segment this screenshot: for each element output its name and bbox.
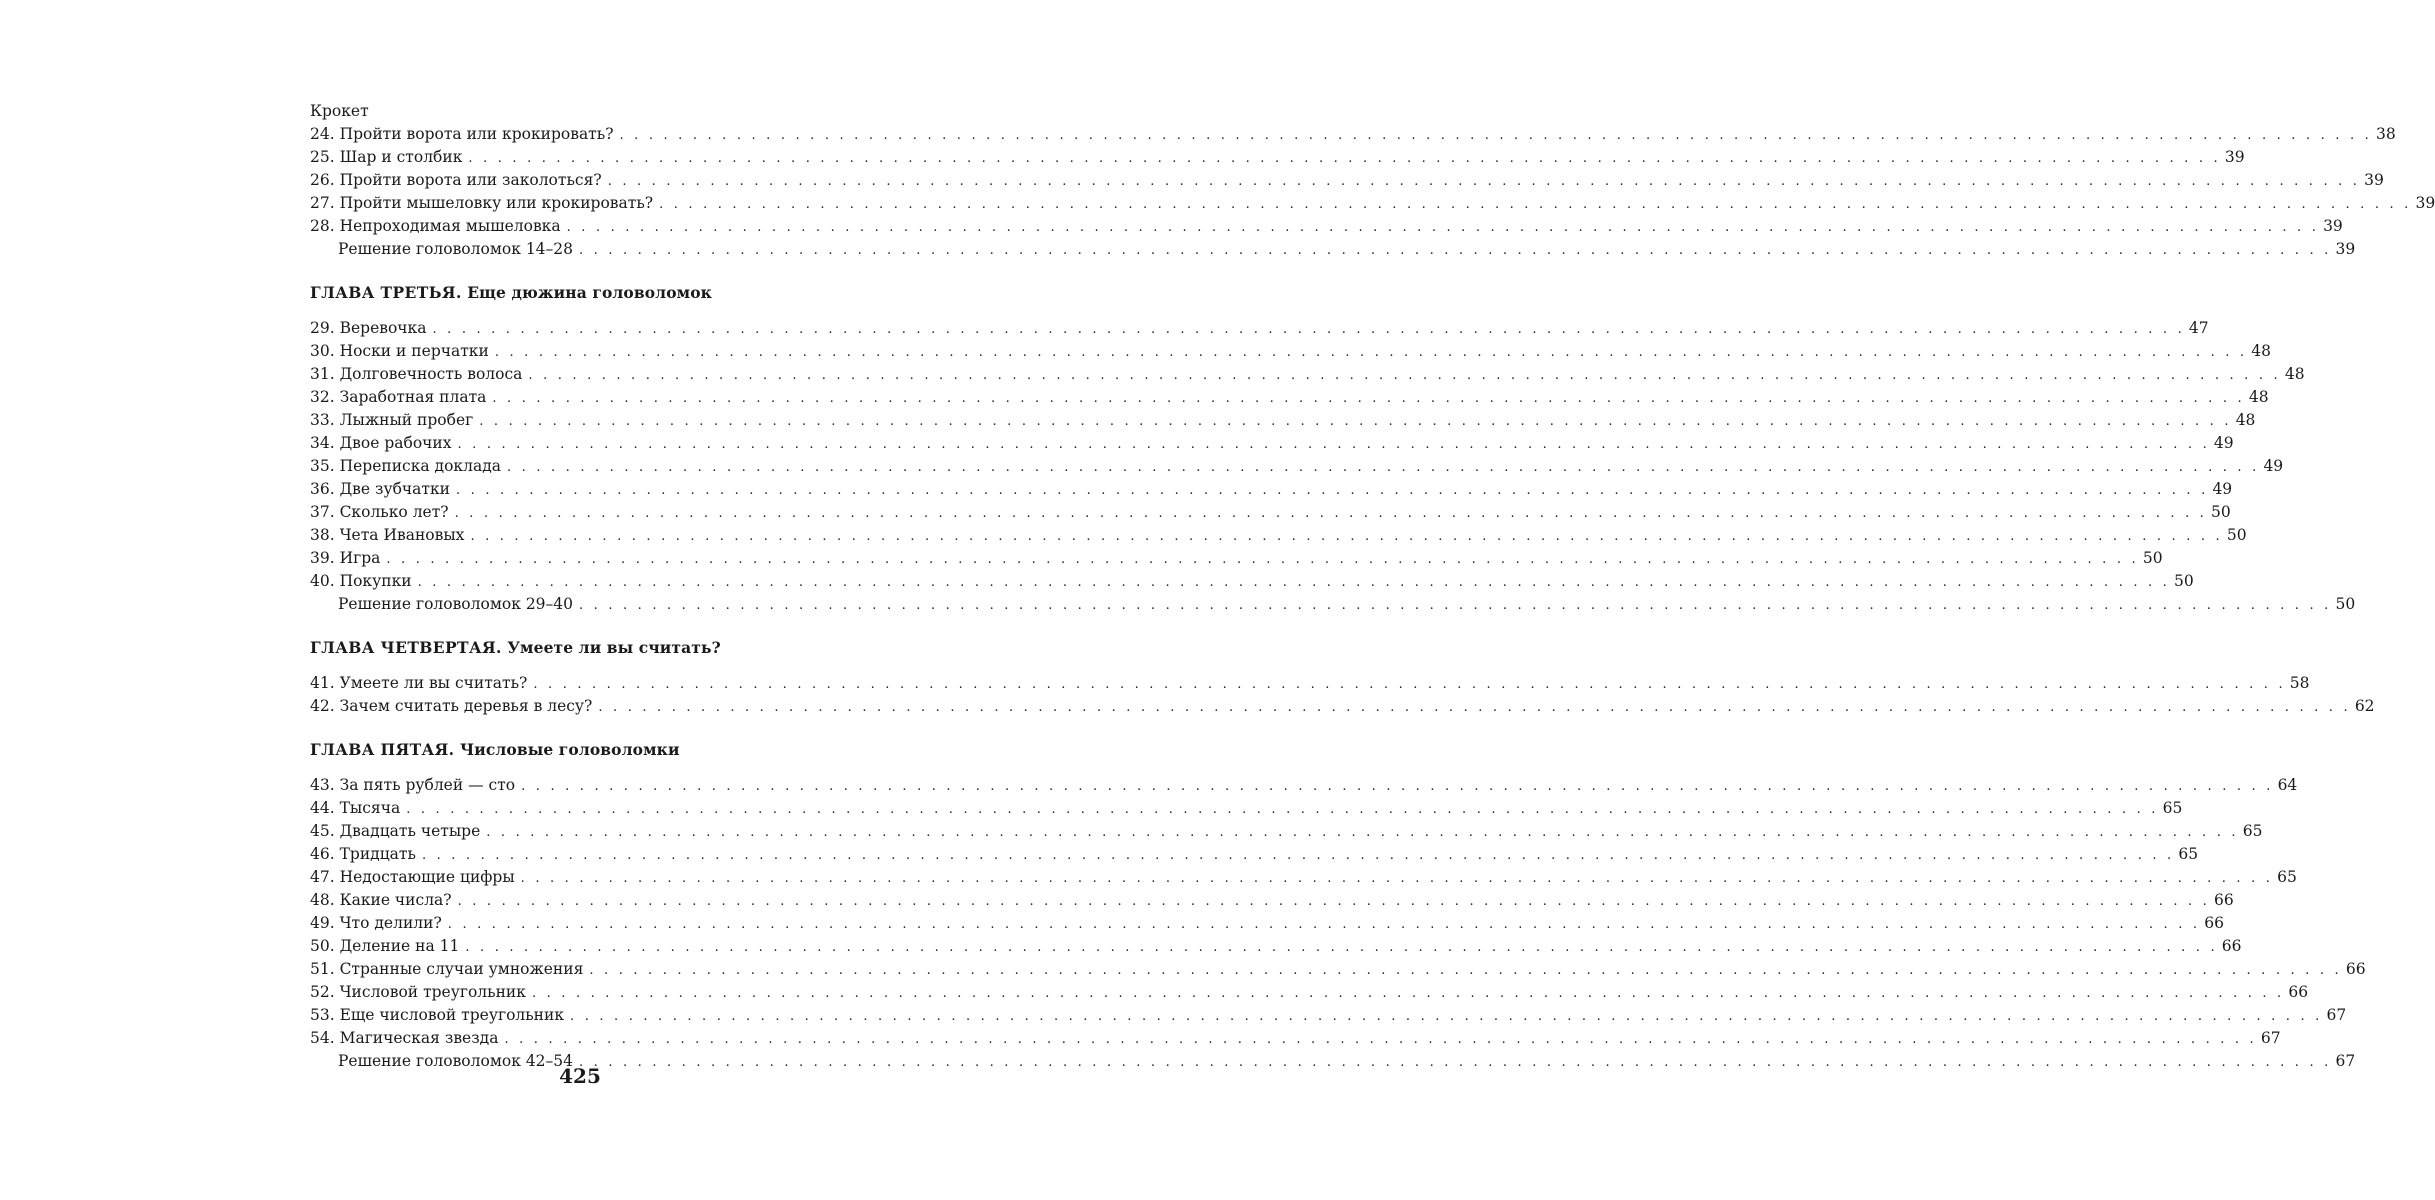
toc-entry-page: 58 (2289, 674, 2310, 692)
toc-entry-title: Решение головоломок 42–54 (338, 1052, 574, 1070)
toc-entry-page: 66 (2221, 937, 2242, 955)
toc-entry-page: 50 (2211, 503, 2231, 521)
chapters (310, 281, 2375, 1073)
toc-entry (310, 123, 2396, 146)
chapter-heading (310, 636, 854, 660)
toc-entry (310, 146, 2245, 169)
dot-leader: . . . . . . . . . . . . . . . . . . . . . . . . . . . . . . . . . . . . . . . . . . . . . . . . . . . . . . . . . . . . . . . . . . . . . . . . . . . . . . . . . . . . . . . . . . . . . . . . . . . . . . . . . . . . . . . . . . . . . . . . (579, 243, 2332, 258)
toc-entry (310, 889, 2234, 912)
toc-entry (310, 432, 2234, 455)
dot-leader: . . . . . . . . . . . . . . . . . . . . . . . . . . . . . . . . . . . . . . . . . . . . . . . . . . . . . . . . . . . . . . . . . . . . . . . . . . . . . . . . . . . . . . . . . . . . . . . . . . . . . . . . . . . . . . . . . . . . . . . . (570, 1009, 2323, 1024)
toc-entry-title: 33. Лыжный пробег (310, 411, 474, 429)
dot-leader: . . . . . . . . . . . . . . . . . . . . . . . . . . . . . . . . . . . . . . . . . . . . . . . . . . . . . . . . . . . . . . . . . . . . . . . . . . . . . . . . . . . . . . . . . . . . . . . . . . . . . . . . . . . . . . . . . . . . . . . . (492, 391, 2245, 406)
toc-entry (310, 478, 2233, 501)
dot-leader: . . . . . . . . . . . . . . . . . . . . . . . . . . . . . . . . . . . . . . . . . . . . . . . . . . . . . . . . . . . . . . . . . . . . . . . . . . . . . . . . . . . . . . . . . . . . . . . . . . . . . . . . . . . . . . . . . . . . . . . . (619, 128, 2372, 143)
toc-entry (310, 1027, 2281, 1050)
toc-entry (310, 981, 2309, 1004)
toc-entry-page: 48 (2235, 411, 2256, 429)
toc-entry (310, 340, 2271, 363)
entry-list-croquet (310, 123, 2435, 261)
toc-entry (310, 866, 2297, 889)
toc-entry-page: 66 (2204, 914, 2224, 932)
toc-entry-page: 50 (2335, 595, 2356, 613)
toc-entry (310, 820, 2263, 843)
toc-entry-page: 67 (2335, 1052, 2356, 1070)
toc-entry-title: 38. Чета Ивановых (310, 526, 465, 544)
toc-entry-title: 26. Пройти ворота или заколоться? (310, 171, 602, 189)
toc-entry-title: Решение головоломок 29–40 (338, 595, 574, 613)
dot-leader: . . . . . . . . . . . . . . . . . . . . . . . . . . . . . . . . . . . . . . . . . . . . . . . . . . . . . . . . . . . . . . . . . . . . . . . . . . . . . . . . . . . . . . . . . . . . . . . . . . . . . . . . . . . . . . . . . . . . . . . . (520, 871, 2274, 886)
toc-entry-title: 43. За пять рублей — сто (310, 776, 516, 794)
toc-entry (310, 386, 2269, 409)
chapter-number: ГЛАВА ТРЕТЬЯ. (310, 283, 462, 302)
dot-leader: . . . . . . . . . . . . . . . . . . . . . . . . . . . . . . . . . . . . . . . . . . . . . . . . . . . . . . . . . . . . . . . . . . . . . . . . . . . . . . . . . . . . . . . . . . . . . . . . . . . . . . . . . . . . . . . . . . . . . . . . (528, 368, 2281, 383)
dot-leader: . . . . . . . . . . . . . . . . . . . . . . . . . . . . . . . . . . . . . . . . . . . . . . . . . . . . . . . . . . . . . . . . . . . . . . . . . . . . . . . . . . . . . . . . . . . . . . . . . . . . . . . . . . . . . . . . . . . . . . . . (607, 174, 2361, 189)
toc-solutions-entry (310, 238, 2356, 261)
dot-leader: . . . . . . . . . . . . . . . . . . . . . . . . . . . . . . . . . . . . . . . . . . . . . . . . . . . . . . . . . . . . . . . . . . . . . . . . . . . . . . . . . . . . . . . . . . . . . . . . . . . . . . . . . . . . . . . . . . . . . . . . (504, 1032, 2257, 1047)
toc-entry-page: 39 (2323, 217, 2343, 235)
section-heading-croquet: Крокет (310, 102, 369, 120)
toc-entry-page: 50 (2142, 549, 2163, 567)
toc-entry-page: 50 (2174, 572, 2194, 590)
toc-entry-title: 35. Переписка доклада (310, 457, 501, 475)
toc-entry-page: 49 (2212, 480, 2233, 498)
toc-entry-page: 39 (2224, 148, 2245, 166)
toc-entry-title: 32. Заработная плата (310, 388, 487, 406)
toc-entry-page: 66 (2288, 983, 2309, 1001)
toc-entry-page: 64 (2277, 776, 2298, 794)
toc-entry-page: 62 (2354, 697, 2375, 715)
toc-entry (310, 501, 2231, 524)
chapter-entry-list (310, 672, 2375, 718)
dot-leader: . . . . . . . . . . . . . . . . . . . . . . . . . . . . . . . . . . . . . . . . . . . . . . . . . . . . . . . . . . . . . . . . . . . . . . . . . . . . . . . . . . . . . . . . . . . . . . . . . . . . . . . . . . . . . . . . . . . . . . . . (386, 552, 2139, 567)
toc-entry (310, 1004, 2347, 1027)
dot-leader: . . . . . . . . . . . . . . . . . . . . . . . . . . . . . . . . . . . . . . . . . . . . . . . . . . . . . . . . . . . . . . . . . . . . . . . . . . . . . . . . . . . . . . . . . . . . . . . . . . . . . . . . . . . . . . . . . . . . . . . . (659, 197, 2412, 212)
toc-entry-title: 24. Пройти ворота или крокировать? (310, 125, 614, 143)
toc-entry-page: 65 (2277, 868, 2297, 886)
dot-leader: . . . . . . . . . . . . . . . . . . . . . . . . . . . . . . . . . . . . . . . . . . . . . . . . . . . . . . . . . . . . . . . . . . . . . . . . . . . . . . . . . . . . . . . . . . . . . . . . . . . . . . . . . . . . . . . . . . . . . . . . (454, 506, 2208, 521)
toc-entry-title: 29. Веревочка (310, 319, 427, 337)
dot-leader: . . . . . . . . . . . . . . . . . . . . . . . . . . . . . . . . . . . . . . . . . . . . . . . . . . . . . . . . . . . . . . . . . . . . . . . . . . . . . . . . . . . . . . . . . . . . . . . . . . . . . . . . . . . . . . . . . . . . . . . . (579, 598, 2332, 613)
dot-leader: . . . . . . . . . . . . . . . . . . . . . . . . . . . . . . . . . . . . . . . . . . . . . . . . . . . . . . . . . . . . . . . . . . . . . . . . . . . . . . . . . . . . . . . . . . . . . . . . . . . . . . . . . . . . . . . . . . . . . . . . (406, 802, 2159, 817)
toc-entry-title: 53. Еще числовой треугольник (310, 1006, 565, 1024)
dot-leader: . . . . . . . . . . . . . . . . . . . . . . . . . . . . . . . . . . . . . . . . . . . . . . . . . . . . . . . . . . . . . . . . . . . . . . . . . . . . . . . . . . . . . . . . . . . . . . . . . . . . . . . . . . . . . . . . . . . . . . . . (507, 460, 2260, 475)
chapter-heading (310, 738, 854, 762)
toc-entry-title: 44. Тысяча (310, 799, 401, 817)
toc-entry-page: 47 (2188, 319, 2209, 337)
dot-leader: . . . . . . . . . . . . . . . . . . . . . . . . . . . . . . . . . . . . . . . . . . . . . . . . . . . . . . . . . . . . . . . . . . . . . . . . . . . . . . . . . . . . . . . . . . . . . . . . . . . . . . . . . . . . . . . . . . . . . . . . (598, 700, 2351, 715)
toc-entry-page: 65 (2178, 845, 2199, 863)
chapter-title: Умеете ли вы считать? (507, 638, 721, 657)
toc-entry (310, 363, 2305, 386)
dot-leader: . . . . . . . . . . . . . . . . . . . . . . . . . . . . . . . . . . . . . . . . . . . . . . . . . . . . . . . . . . . . . . . . . . . . . . . . . . . . . . . . . . . . . . . . . . . . . . . . . . . . . . . . . . . . . . . . . . . . . . . . (456, 483, 2209, 498)
toc-entry-page: 49 (2213, 434, 2234, 452)
toc-entry-title: 30. Носки и перчатки (310, 342, 489, 360)
toc-entry-title: 34. Двое рабочих (310, 434, 452, 452)
toc-entry-title: 51. Странные случаи умножения (310, 960, 584, 978)
dot-leader: . . . . . . . . . . . . . . . . . . . . . . . . . . . . . . . . . . . . . . . . . . . . . . . . . . . . . . . . . . . . . . . . . . . . . . . . . . . . . . . . . . . . . . . . . . . . . . . . . . . . . . . . . . . . . . . . . . . . . . . . (421, 848, 2175, 863)
toc-entry (310, 547, 2163, 570)
toc-entry (310, 912, 2224, 935)
toc-entry-title: 42. Зачем считать деревья в лесу? (310, 697, 593, 715)
chapter-number: ГЛАВА ПЯТАЯ. (310, 740, 455, 759)
toc-entry-page: 65 (2162, 799, 2183, 817)
dot-leader: . . . . . . . . . . . . . . . . . . . . . . . . . . . . . . . . . . . . . . . . . . . . . . . . . . . . . . . . . . . . . . . . . . . . . . . . . . . . . . . . . . . . . . . . . . . . . . . . . . . . . . . . . . . . . . . . . . . . . . . . (589, 963, 2342, 978)
toc-solutions-entry (310, 593, 2356, 616)
dot-leader: . . . . . . . . . . . . . . . . . . . . . . . . . . . . . . . . . . . . . . . . . . . . . . . . . . . . . . . . . . . . . . . . . . . . . . . . . . . . . . . . . . . . . . . . . . . . . . . . . . . . . . . . . . . . . . . . . . . . . . . . (533, 677, 2286, 692)
toc-entry (310, 455, 2284, 478)
chapter-entry-list (310, 317, 2356, 616)
toc-entry (310, 570, 2194, 593)
toc-entry-page: 39 (2335, 240, 2356, 258)
toc-entry-title: 46. Тридцать (310, 845, 416, 863)
dot-leader: . . . . . . . . . . . . . . . . . . . . . . . . . . . . . . . . . . . . . . . . . . . . . . . . . . . . . . . . . . . . . . . . . . . . . . . . . . . . . . . . . . . . . . . . . . . . . . . . . . . . . . . . . . . . . . . . . . . . . . . . (531, 986, 2285, 1001)
toc-entry-page: 48 (2284, 365, 2305, 383)
toc-entry (310, 958, 2366, 981)
toc-entry-page: 48 (2248, 388, 2269, 406)
toc-entry-page: 49 (2263, 457, 2284, 475)
dot-leader: . . . . . . . . . . . . . . . . . . . . . . . . . . . . . . . . . . . . . . . . . . . . . . . . . . . . . . . . . . . . . . . . . . . . . . . . . . . . . . . . . . . . . . . . . . . . . . . . . . . . . . . . . . . . . . . . . . . . . . . . (486, 825, 2239, 840)
page-number: 425 (559, 1064, 601, 1088)
dot-leader: . . . . . . . . . . . . . . . . . . . . . . . . . . . . . . . . . . . . . . . . . . . . . . . . . . . . . . . . . . . . . . . . . . . . . . . . . . . . . . . . . . . . . . . . . . . . . . . . . . . . . . . . . . . . . . . . . . . . . . . . (566, 220, 2320, 235)
toc-entry-title: 39. Игра (310, 549, 381, 567)
chapter-heading (310, 281, 854, 305)
dot-leader: . . . . . . . . . . . . . . . . . . . . . . . . . . . . . . . . . . . . . . . . . . . . . . . . . . . . . . . . . . . . . . . . . . . . . . . . . . . . . . . . . . . . . . . . . . . . . . . . . . . . . . . . . . . . . . . . . . . . . . . . (417, 575, 2171, 590)
chapter-title: Еще дюжина головоломок (467, 283, 712, 302)
toc-entry (310, 774, 2298, 797)
toc-entry-title: 45. Двадцать четыре (310, 822, 481, 840)
toc-entry-title: 49. Что делили? (310, 914, 442, 932)
toc-entry-title: 40. Покупки (310, 572, 412, 590)
toc-entry-title: 25. Шар и столбик (310, 148, 463, 166)
toc-entry (310, 935, 2242, 958)
dot-leader: . . . . . . . . . . . . . . . . . . . . . . . . . . . . . . . . . . . . . . . . . . . . . . . . . . . . . . . . . . . . . . . . . . . . . . . . . . . . . . . . . . . . . . . . . . . . . . . . . . . . . . . . . . . . . . . . . . . . . . . . (470, 529, 2223, 544)
table-of-contents (310, 100, 2435, 1088)
dot-leader: . . . . . . . . . . . . . . . . . . . . . . . . . . . . . . . . . . . . . . . . . . . . . . . . . . . . . . . . . . . . . . . . . . . . . . . . . . . . . . . . . . . . . . . . . . . . . . . . . . . . . . . . . . . . . . . . . . . . . . . . (521, 779, 2274, 794)
toc-entry-title: 47. Недостающие цифры (310, 868, 515, 886)
toc-entry-title: 27. Пройти мышеловку или крокировать? (310, 194, 654, 212)
dot-leader: . . . . . . . . . . . . . . . . . . . . . . . . . . . . . . . . . . . . . . . . . . . . . . . . . . . . . . . . . . . . . . . . . . . . . . . . . . . . . . . . . . . . . . . . . . . . . . . . . . . . . . . . . . . . . . . . . . . . . . . . (465, 940, 2218, 955)
toc-entry-title: 41. Умеете ли вы считать? (310, 674, 528, 692)
toc-entry-page: 67 (2326, 1006, 2347, 1024)
toc-entry (310, 317, 2209, 340)
toc-entry (310, 409, 2256, 432)
toc-entry-page: 65 (2242, 822, 2263, 840)
toc-entry-page: 50 (2226, 526, 2247, 544)
toc-entry-title: 28. Непроходимая мышеловка (310, 217, 561, 235)
toc-entry (310, 215, 2343, 238)
toc-entry-page: 67 (2260, 1029, 2281, 1047)
toc-entry (310, 672, 2310, 695)
toc-entry-page: 39 (2364, 171, 2384, 189)
toc-entry-title: 52. Числовой треугольник (310, 983, 526, 1001)
toc-entry-page: 66 (2214, 891, 2234, 909)
chapter-number: ГЛАВА ЧЕТВЕРТАЯ. (310, 638, 502, 657)
toc-entry-page: 66 (2345, 960, 2366, 978)
toc-entry (310, 169, 2384, 192)
toc-entry-page: 38 (2375, 125, 2396, 143)
dot-leader: . . . . . . . . . . . . . . . . . . . . . . . . . . . . . . . . . . . . . . . . . . . . . . . . . . . . . . . . . . . . . . . . . . . . . . . . . . . . . . . . . . . . . . . . . . . . . . . . . . . . . . . . . . . . . . . . . . . . . . . . (579, 1055, 2332, 1070)
toc-entry (310, 797, 2183, 820)
toc-entry (310, 192, 2435, 215)
toc-entry (310, 843, 2199, 866)
dot-leader: . . . . . . . . . . . . . . . . . . . . . . . . . . . . . . . . . . . . . . . . . . . . . . . . . . . . . . . . . . . . . . . . . . . . . . . . . . . . . . . . . . . . . . . . . . . . . . . . . . . . . . . . . . . . . . . . . . . . . . . . (447, 917, 2201, 932)
dot-leader: . . . . . . . . . . . . . . . . . . . . . . . . . . . . . . . . . . . . . . . . . . . . . . . . . . . . . . . . . . . . . . . . . . . . . . . . . . . . . . . . . . . . . . . . . . . . . . . . . . . . . . . . . . . . . . . . . . . . . . . . (494, 345, 2248, 360)
toc-entry-title: Решение головоломок 14–28 (338, 240, 574, 258)
toc-entry-title: 31. Долговечность волоса (310, 365, 523, 383)
dot-leader: . . . . . . . . . . . . . . . . . . . . . . . . . . . . . . . . . . . . . . . . . . . . . . . . . . . . . . . . . . . . . . . . . . . . . . . . . . . . . . . . . . . . . . . . . . . . . . . . . . . . . . . . . . . . . . . . . . . . . . . . (457, 894, 2211, 909)
toc-entry-title: 36. Две зубчатки (310, 480, 450, 498)
toc-entry-title: 50. Деление на 11 (310, 937, 460, 955)
chapter-title: Числовые головоломки (459, 740, 680, 759)
dot-leader: . . . . . . . . . . . . . . . . . . . . . . . . . . . . . . . . . . . . . . . . . . . . . . . . . . . . . . . . . . . . . . . . . . . . . . . . . . . . . . . . . . . . . . . . . . . . . . . . . . . . . . . . . . . . . . . . . . . . . . . . (479, 414, 2232, 429)
toc-entry-page: 39 (2415, 194, 2435, 212)
chapter-entry-list (310, 774, 2366, 1073)
toc-entry-title: 48. Какие числа? (310, 891, 452, 909)
dot-leader: . . . . . . . . . . . . . . . . . . . . . . . . . . . . . . . . . . . . . . . . . . . . . . . . . . . . . . . . . . . . . . . . . . . . . . . . . . . . . . . . . . . . . . . . . . . . . . . . . . . . . . . . . . . . . . . . . . . . . . . . (457, 437, 2210, 452)
toc-entry (310, 524, 2247, 547)
toc-entry-title: 54. Магическая звезда (310, 1029, 499, 1047)
dot-leader: . . . . . . . . . . . . . . . . . . . . . . . . . . . . . . . . . . . . . . . . . . . . . . . . . . . . . . . . . . . . . . . . . . . . . . . . . . . . . . . . . . . . . . . . . . . . . . . . . . . . . . . . . . . . . . . . . . . . . . . . (432, 322, 2185, 337)
toc-entry-page: 48 (2251, 342, 2271, 360)
dot-leader: . . . . . . . . . . . . . . . . . . . . . . . . . . . . . . . . . . . . . . . . . . . . . . . . . . . . . . . . . . . . . . . . . . . . . . . . . . . . . . . . . . . . . . . . . . . . . . . . . . . . . . . . . . . . . . . . . . . . . . . . (468, 151, 2221, 166)
toc-entry (310, 695, 2375, 718)
toc-entry-title: 37. Сколько лет? (310, 503, 449, 521)
